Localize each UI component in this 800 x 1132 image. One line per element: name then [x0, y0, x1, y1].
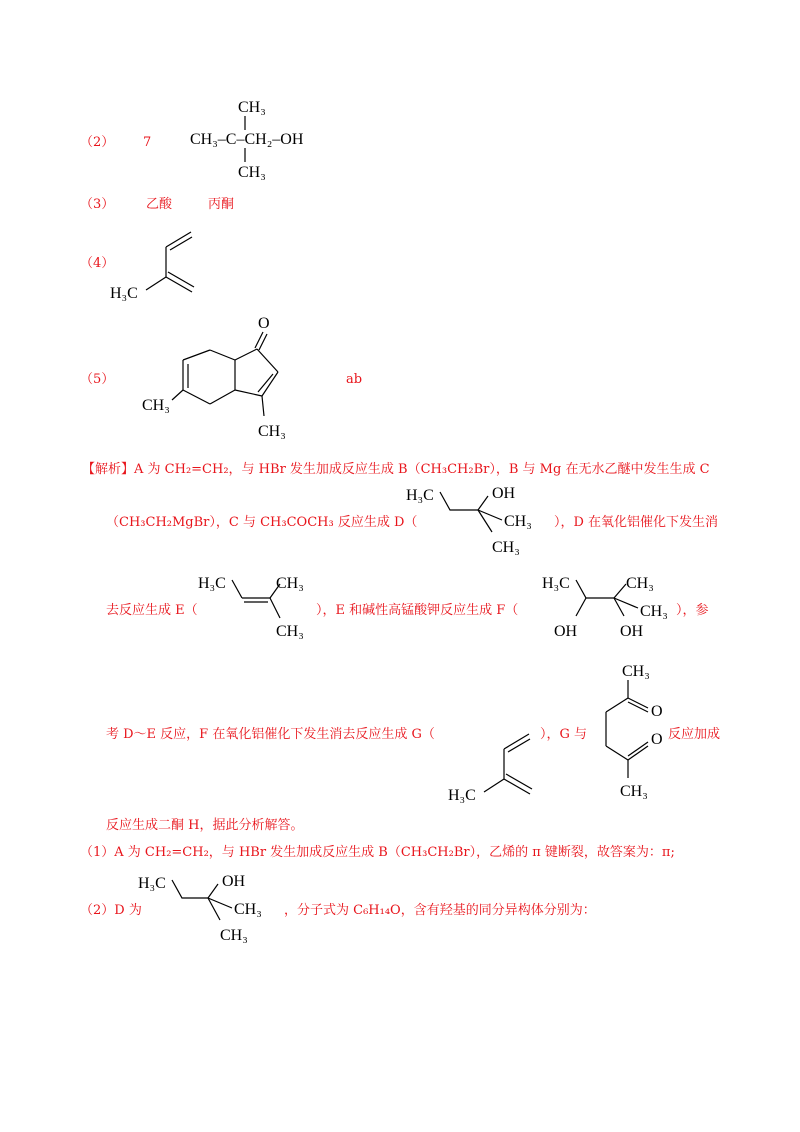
- svg-text:H₃C: H₃C: [110, 285, 138, 302]
- structure-g: [446, 722, 546, 804]
- svg-text:CH₃: CH₃: [626, 575, 654, 592]
- svg-text:CH₃: CH₃: [276, 623, 304, 640]
- answer-acid: 乙酸: [146, 197, 173, 212]
- analysis-line-1: 【解析】A 为 CH₂=CH₂，与 HBr 发生加成反应生成 B（CH₃CH₂Br），B 与 Mg 在无水乙醚中发生生成 C: [82, 462, 710, 477]
- analysis-line-3c: ），参: [676, 603, 709, 618]
- structure-d: [404, 480, 554, 560]
- svg-text:O: O: [258, 315, 270, 332]
- structure-f: [540, 568, 695, 648]
- structure-e: [196, 568, 336, 648]
- analysis-line-2a: （CH₃CH₂MgBr），C 与 CH₃COCH₃ 反应生成 D（: [106, 515, 418, 530]
- analysis-line-4b: ），G 与: [540, 727, 588, 742]
- analysis-tag: 【解析】: [82, 462, 135, 477]
- analysis-line-3b: ），E 和碱性高锰酸钾反应生成 F（: [316, 603, 519, 618]
- svg-text:O: O: [651, 703, 663, 720]
- answer-number-5: （5）: [80, 372, 115, 387]
- svg-text:OH: OH: [554, 623, 578, 640]
- svg-text:CH₃: CH₃: [622, 663, 650, 680]
- svg-text:OH: OH: [620, 623, 644, 640]
- svg-text:H₃C: H₃C: [198, 575, 226, 592]
- answer-value-5: ab: [346, 372, 363, 387]
- svg-text:H₃C: H₃C: [138, 875, 166, 892]
- part-1: （1）A 为 CH₂=CH₂，与 HBr 发生加成反应生成 B（CH₃CH₂Br），乙烯的 π 键断裂，故答案为：π;: [80, 845, 675, 860]
- answer-ketone: 丙酮: [208, 197, 235, 212]
- structure-bicyclic-ketone: [140, 312, 310, 442]
- svg-text:CH₃: CH₃: [504, 513, 532, 530]
- svg-text:OH: OH: [222, 873, 246, 890]
- svg-text:CH₃: CH₃: [620, 783, 648, 800]
- svg-text:CH₃: CH₃: [234, 901, 262, 918]
- analysis-line-4c: 反应加成: [668, 727, 721, 742]
- svg-text:CH₃: CH₃: [276, 575, 304, 592]
- answer-number-3: （3）: [80, 197, 115, 212]
- svg-text:CH₃: CH₃: [492, 539, 520, 556]
- svg-text:CH₃: CH₃: [258, 423, 286, 440]
- analysis-line-3a: 去反应生成 E（: [106, 603, 198, 618]
- answer-value-2: 7: [143, 135, 152, 150]
- part-2a: （2）D 为: [80, 903, 142, 918]
- svg-text:CH₃: CH₃: [142, 397, 170, 414]
- structure-diketone: [596, 656, 676, 801]
- svg-text:H₃C: H₃C: [542, 575, 570, 592]
- svg-text:H₃C: H₃C: [406, 487, 434, 504]
- analysis-line-5: 反应生成二酮 H，据此分析解答。: [106, 818, 304, 833]
- answer-number-2: （2）: [80, 135, 115, 150]
- main-chain: CH₃–C–CH₂–OH: [190, 131, 304, 148]
- methyl-top: CH₃: [238, 99, 266, 116]
- svg-text:O: O: [651, 731, 663, 748]
- methyl-bottom: CH₃: [238, 164, 266, 181]
- part-2b: ，分子式为 C₆H₁₄O，含有羟基的同分异构体分别为：: [284, 903, 596, 918]
- analysis-line-2b: ），D 在氧化铝催化下发生消: [554, 515, 719, 530]
- svg-text:CH₃: CH₃: [220, 927, 248, 944]
- svg-text:CH₃: CH₃: [640, 603, 668, 620]
- structure-neopentyl-alcohol: [190, 92, 360, 187]
- analysis-line-4a: 考 D～E 反应，F 在氧化铝催化下发生消去反应生成 G（: [106, 727, 435, 742]
- answer-number-4: （4）: [80, 256, 115, 271]
- structure-d-2: [136, 868, 286, 948]
- svg-text:OH: OH: [492, 485, 516, 502]
- structure-isoprene-1: [108, 222, 208, 302]
- svg-text:H₃C: H₃C: [448, 787, 476, 804]
